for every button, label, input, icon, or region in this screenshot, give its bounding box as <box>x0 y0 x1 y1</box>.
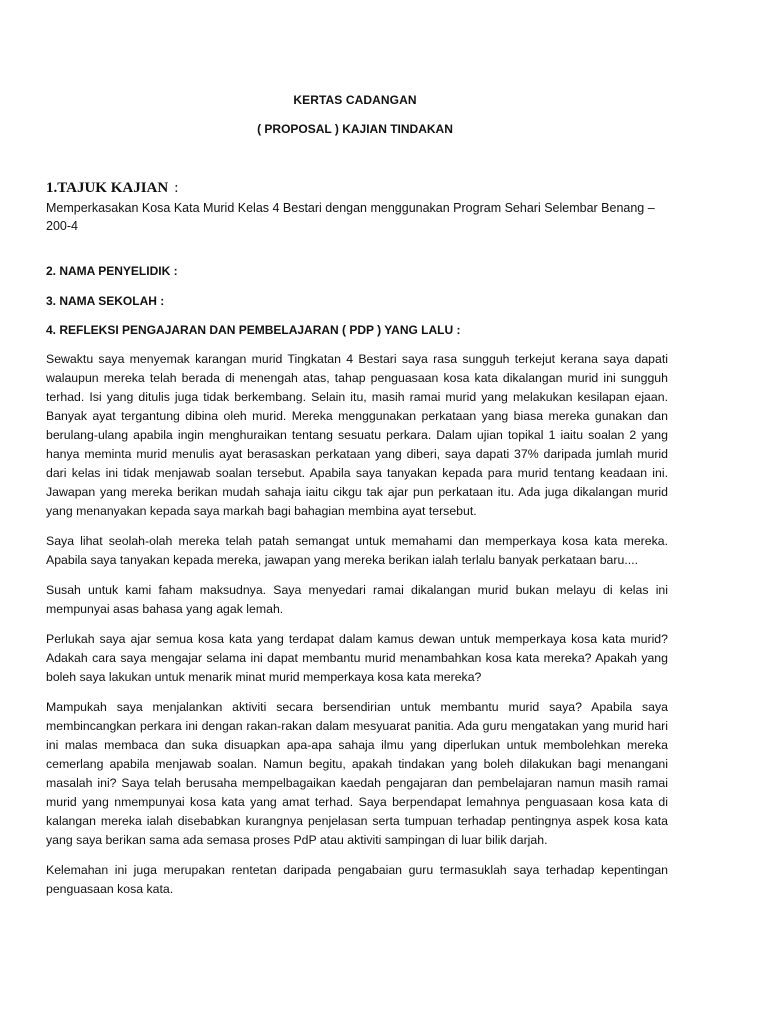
section-1-text: Memperkasakan Kosa Kata Murid Kelas 4 Bestari dengan menggunakan Program Sehari Selembar Benang – 200-4 <box>46 201 655 233</box>
section-4-heading: 4. REFLEKSI PENGAJARAN DAN PEMBELAJARAN ( PDP ) YANG LALU : <box>46 323 461 337</box>
document-subtitle: ( PROPOSAL ) KAJIAN TINDAKAN <box>257 122 453 136</box>
section-1-heading-colon: : <box>174 180 179 196</box>
paragraph: Mampukah saya menjalankan aktiviti secara bersendirian untuk membantu murid saya? Apabila saya membincangkan perkara ini dengan rakan-rakan dalam mesyuarat panitia. Ada guru mengatakan yang murid hari ini malas membaca dan suka disuapkan apa-apa sahaja ilmu yang diperlukan untuk membolehkan mereka cemerlang apabila menjawab soalan. Namun begitu, apakah tindakan yang boleh dilakukan bagi menangani masalah ini? Saya telah berusaha mempelbagaikan kaedah pengajaran dan pembelajaran namun masih ramai murid yang nmempunyai kosa kata yang amat terhad. Saya berpendapat lemahnya penguasaan kosa kata di kalangan mereka ialah disebabkan kurangnya penjelasan serta tumpuan terhadap pentingnya aspek kosa kata yang saya berikan sama ada semasa proses PdP atau aktiviti sampingan di luar bilik darjah. <box>46 700 668 847</box>
section-1-heading <box>46 180 178 197</box>
paragraph: Susah untuk kami faham maksudnya. Saya menyedari ramai dikalangan murid bukan melayu di kelas ini mempunyai asas bahasa yang agak lemah. <box>46 583 668 616</box>
paragraph: Perlukah saya ajar semua kosa kata yang terdapat dalam kamus dewan untuk memperkaya kosa kata murid? Adakah cara saya mengajar selama ini dapat membantu murid menambahkan kosa kata mereka? Apakah yang boleh saya lakukan untuk menarik minat murid memperkaya kosa kata mereka? <box>46 632 668 684</box>
paragraph: Kelemahan ini juga merupakan rentetan daripada pengabaian guru termasuklah saya terhadap kepentingan penguasaan kosa kata. <box>46 863 668 896</box>
section-1-heading-text: 1.TAJUK KAJIAN <box>46 180 169 196</box>
section-3-heading: 3. NAMA SEKOLAH : <box>46 294 165 308</box>
paragraph: Saya lihat seolah-olah mereka telah patah semangat untuk memahami dan memperkaya kosa kata mereka. Apabila saya tanyakan kepada mereka, jawapan yang mereka berikan ialah terlalu banyak perkataan baru.... <box>46 534 668 567</box>
document-title: KERTAS CADANGAN <box>293 93 417 107</box>
section-4-body <box>46 350 668 910</box>
section-2-heading: 2. NAMA PENYELIDIK : <box>46 264 178 278</box>
paragraph: Sewaktu saya menyemak karangan murid Tingkatan 4 Bestari saya rasa sungguh terkejut kerana saya dapati walaupun mereka telah berada di menengah atas, tahap penguasaan kosa kata dikalangan murid ini sungguh terhad. Isi yang ditulis juga tidak berkembang. Selain itu, masih ramai murid yang melakukan kesilapan ejaan. Banyak ayat tergantung dibina oleh murid. Mereka menggunakan perkataan yang biasa mereka gunakan dan berulang-ulang apabila ingin menghuraikan tentang sesuatu perkara. Dalam ujian topikal 1 iaitu soalan 2 yang hanya meminta murid menulis ayat berasaskan perkataan yang diberi, saya dapati 37% daripada jumlah murid dari kelas ini tidak menjawab soalan tersebut. Apabila saya tanyakan kepada para murid tentang keadaan ini. Jawapan yang mereka berikan mudah sahaja iaitu cikgu tak ajar pun perkataan itu. Ada juga dikalangan murid yang menanyakan kepada saya markah bagi bahagian membina ayat tersebut. <box>46 352 668 518</box>
